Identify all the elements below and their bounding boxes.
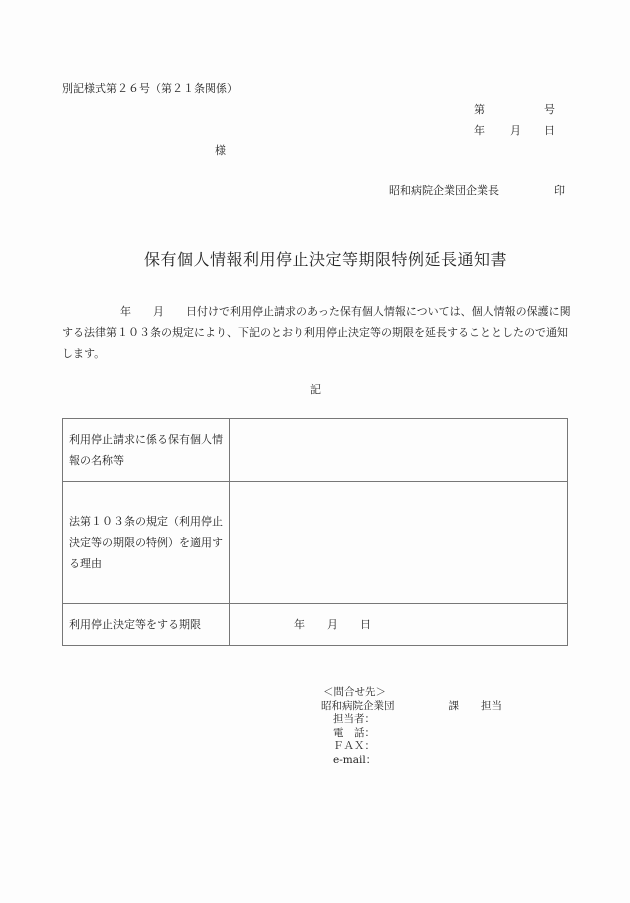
row-label: 利用停止請求に係る保有個人情報の名称等 — [63, 419, 230, 482]
sender-seal: 印 — [554, 184, 565, 197]
contact-org: 昭和病院企業団 — [321, 699, 395, 712]
deadline-month: 月 — [327, 618, 338, 631]
deadline-year: 年 — [294, 618, 305, 631]
body-month: 月 — [153, 305, 164, 318]
table-row — [63, 482, 568, 604]
date-year: 年 — [474, 124, 485, 137]
contact-phone: 電 話： — [333, 726, 375, 739]
row-value[interactable] — [230, 482, 568, 604]
contact-person: 担当者： — [333, 713, 375, 725]
contact-charge: 担当 — [481, 699, 502, 712]
contact-heading: ＜問合せ先＞ — [323, 686, 386, 698]
sender-name: 昭和病院企業団企業長 — [389, 184, 499, 197]
date-day: 日 — [544, 124, 555, 137]
body-paragraph — [62, 301, 574, 364]
row-label: 利用停止決定等をする期限 — [63, 604, 230, 646]
contact-block — [323, 686, 502, 767]
form-table — [62, 418, 568, 646]
row-label: 法第１０３条の規定（利用停止決定等の期限の特例）を適用する理由 — [63, 482, 230, 604]
date-month: 月 — [510, 124, 521, 137]
contact-section: 課 — [448, 699, 459, 712]
addressee-suffix: 様 — [215, 144, 226, 157]
body-year: 年 — [120, 305, 131, 318]
body-text: 日付けで利用停止請求のあった保有個人情報については、個人情報の保護に関する法律第１０３条の規定により、下記のとおり利用停止決定等の期限を延長することとしたので通知します。 — [62, 305, 571, 360]
table-row — [63, 604, 568, 646]
deadline-day: 日 — [360, 618, 371, 631]
contact-fax: ＦＡＸ： — [333, 740, 375, 752]
row-value[interactable] — [230, 419, 568, 482]
table-row — [63, 419, 568, 482]
doc-number-prefix: 第 — [474, 103, 485, 116]
document-title: 保有個人情報利用停止決定等期限特例延長通知書 — [144, 250, 508, 269]
ki-heading: 記 — [310, 383, 321, 396]
contact-org-line — [321, 700, 502, 714]
contact-email: e-mail： — [333, 753, 377, 766]
row-value-deadline[interactable] — [230, 604, 568, 646]
form-number: 別記様式第２６号（第２１条関係） — [62, 82, 238, 95]
doc-number-suffix: 号 — [544, 103, 555, 116]
